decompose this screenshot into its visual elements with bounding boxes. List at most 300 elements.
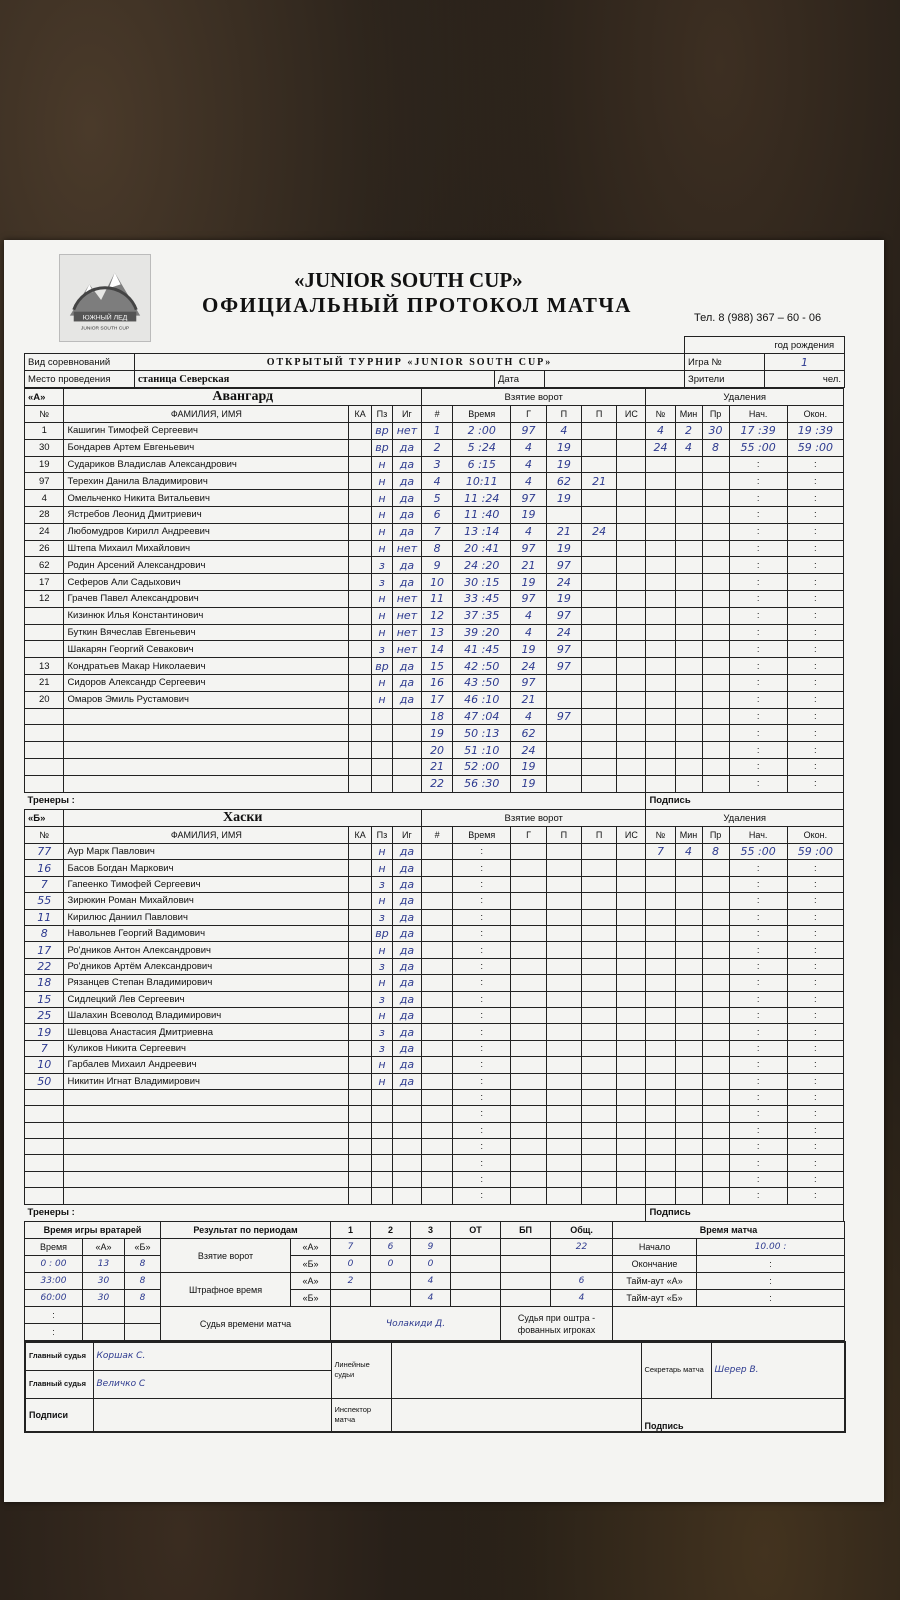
goal-assist-1	[546, 991, 581, 1007]
pim-row-label: Штрафное время	[161, 1273, 291, 1307]
penalty-end: :	[787, 1139, 843, 1155]
goal-assist-2	[582, 991, 617, 1007]
player-position: з	[372, 876, 393, 892]
goal-assist-1	[546, 1040, 581, 1056]
goal-number	[421, 844, 452, 860]
player-number: 19	[25, 456, 64, 473]
period-1-header: 1	[331, 1222, 371, 1239]
goal-time: 2 :00	[453, 423, 511, 440]
player-number: 30	[25, 439, 64, 456]
goal-time: 5 :24	[453, 439, 511, 456]
player-played: да	[392, 893, 421, 909]
goal-scorer: 21	[511, 557, 546, 574]
player-ka	[349, 674, 372, 691]
penalty-end: :	[787, 658, 843, 675]
gk-row-time: 33:00	[25, 1273, 83, 1290]
goal-assist-2	[582, 658, 617, 675]
goals-b-label: «Б»	[291, 1256, 331, 1273]
player-position: н	[372, 844, 393, 860]
player-ka	[349, 1024, 372, 1040]
col-ka: КА	[349, 406, 372, 423]
team-b-row	[25, 991, 844, 1007]
penalty-end: 19 :39	[787, 423, 843, 440]
player-position	[372, 1171, 393, 1187]
player-played: да	[392, 439, 421, 456]
penalty-player	[646, 925, 675, 941]
player-name: Кашигин Тимофей Сергеевич	[64, 423, 349, 440]
penalty-player	[646, 909, 675, 925]
goal-situation	[617, 506, 646, 523]
goal-situation	[617, 725, 646, 742]
penalty-reason	[702, 1188, 729, 1204]
penalty-minutes	[675, 1089, 702, 1105]
svg-text:JUNIOR SOUTH CUP: JUNIOR SOUTH CUP	[80, 326, 130, 332]
goal-situation	[617, 991, 646, 1007]
goal-time: :	[453, 1089, 511, 1105]
penalty-minutes	[675, 607, 702, 624]
main-judge-1: Коршак С.	[93, 1342, 331, 1370]
player-number: 15	[25, 991, 64, 1007]
goal-scorer: 24	[511, 658, 546, 675]
penalty-end: :	[787, 758, 843, 775]
player-number: 28	[25, 506, 64, 523]
match-protocol-sheet	[4, 240, 884, 1502]
team-a-row	[25, 574, 844, 591]
penalty-end: 59 :00	[787, 439, 843, 456]
penalty-minutes	[675, 1188, 702, 1204]
goal-assist-1	[546, 1007, 581, 1023]
player-played: да	[392, 1007, 421, 1023]
goal-assist-1	[546, 1089, 581, 1105]
penalty-minutes	[675, 975, 702, 991]
col-end: Окон.	[787, 827, 843, 844]
player-played: да	[392, 1040, 421, 1056]
goal-assist-1	[546, 1106, 581, 1122]
goal-time: 24 :20	[453, 557, 511, 574]
team-b-row	[25, 1007, 844, 1023]
place-label: Место проведения	[25, 371, 135, 388]
player-ka	[349, 456, 372, 473]
goals-a-label: «А»	[291, 1239, 331, 1256]
penalty-start: :	[729, 590, 787, 607]
ot-header: ОТ	[451, 1222, 501, 1239]
protocol-form	[24, 336, 844, 1433]
team-a-row	[25, 658, 844, 675]
penalty-minutes	[675, 1155, 702, 1171]
player-number: 16	[25, 860, 64, 876]
goal-situation	[617, 925, 646, 941]
pim-b-total: 4	[551, 1290, 613, 1307]
goal-scorer	[511, 844, 546, 860]
penalty-end: :	[787, 1106, 843, 1122]
player-number: 17	[25, 942, 64, 958]
gk-time-label: Время игры вратарей	[25, 1222, 161, 1239]
penalty-player	[646, 775, 675, 792]
penalty-end: :	[787, 958, 843, 974]
player-name: Рязанцев Степан Владимирович	[64, 975, 349, 991]
player-position: вр	[372, 439, 393, 456]
player-name	[64, 1139, 349, 1155]
penalty-start: :	[729, 975, 787, 991]
gk-row-b: 8	[125, 1290, 161, 1307]
penalty-reason	[702, 1007, 729, 1023]
team-b-row	[25, 909, 844, 925]
player-name	[64, 1089, 349, 1105]
penalty-minutes	[675, 1057, 702, 1073]
penalty-reason	[702, 758, 729, 775]
goal-assist-2	[582, 674, 617, 691]
penalty-minutes	[675, 1139, 702, 1155]
team-a-row	[25, 456, 844, 473]
team-a-row	[25, 490, 844, 507]
pim-a-total: 6	[551, 1273, 613, 1290]
goal-assist-1	[546, 1139, 581, 1155]
player-number: 50	[25, 1073, 64, 1089]
goal-number: 12	[421, 607, 452, 624]
penalty-end: :	[787, 1188, 843, 1204]
timeout-a-value: :	[697, 1273, 845, 1290]
player-played	[392, 708, 421, 725]
team-a-row	[25, 506, 844, 523]
player-position	[372, 775, 393, 792]
game-value: 1	[765, 354, 845, 371]
goal-situation	[617, 1057, 646, 1073]
player-ka	[349, 958, 372, 974]
goal-time: 46 :10	[453, 691, 511, 708]
penalty-reason: 8	[702, 844, 729, 860]
penalty-minutes	[675, 893, 702, 909]
goal-time: :	[453, 844, 511, 860]
goal-number	[421, 860, 452, 876]
player-name: Сеферов Али Садыхович	[64, 574, 349, 591]
goal-number: 19	[421, 725, 452, 742]
team-b-row	[25, 1171, 844, 1187]
player-played	[392, 1155, 421, 1171]
player-name	[64, 1106, 349, 1122]
team-a-row	[25, 691, 844, 708]
penalty-minutes	[675, 691, 702, 708]
penalty-start: :	[729, 607, 787, 624]
player-played	[392, 1171, 421, 1187]
player-ka	[349, 574, 372, 591]
penalty-minutes	[675, 708, 702, 725]
goal-number	[421, 975, 452, 991]
penalty-player	[646, 674, 675, 691]
team-a-row	[25, 423, 844, 440]
goal-situation	[617, 1089, 646, 1105]
penalty-end: :	[787, 775, 843, 792]
player-played: да	[392, 658, 421, 675]
player-number	[25, 1089, 64, 1105]
team-b-row	[25, 1106, 844, 1122]
team-a-row	[25, 607, 844, 624]
penalty-reason	[702, 893, 729, 909]
player-played: нет	[392, 540, 421, 557]
goals-row-label: Взятие ворот	[161, 1239, 291, 1273]
penalty-minutes	[675, 624, 702, 641]
penalty-start: :	[729, 725, 787, 742]
phone-number: Тел. 8 (988) 367 – 60 - 06	[694, 312, 822, 324]
player-name	[64, 1155, 349, 1171]
goal-situation	[617, 1007, 646, 1023]
goal-time: 43 :50	[453, 674, 511, 691]
team-a-row	[25, 473, 844, 490]
penalty-player	[646, 1040, 675, 1056]
goal-assist-1: 97	[546, 641, 581, 658]
player-ka	[349, 658, 372, 675]
goal-time: 39 :20	[453, 624, 511, 641]
penalty-end: :	[787, 876, 843, 892]
penalty-start: :	[729, 490, 787, 507]
player-ka	[349, 1057, 372, 1073]
player-name	[64, 1188, 349, 1204]
protocol-title-line2: ОФИЦИАЛЬНЫЙ ПРОТОКОЛ МАТЧА	[202, 293, 632, 317]
player-number: 21	[25, 674, 64, 691]
penalty-end: :	[787, 860, 843, 876]
goal-scorer: 19	[511, 506, 546, 523]
shootout-judge-label: Судья при оштра - фованных игроках	[501, 1307, 613, 1341]
goal-time: 6 :15	[453, 456, 511, 473]
player-ka	[349, 439, 372, 456]
penalty-end: :	[787, 708, 843, 725]
goal-number: 9	[421, 557, 452, 574]
penalty-end: :	[787, 1122, 843, 1138]
penalty-start: :	[729, 991, 787, 1007]
goal-situation	[617, 1040, 646, 1056]
penalty-start: :	[729, 506, 787, 523]
player-ka	[349, 590, 372, 607]
goal-assist-1	[546, 893, 581, 909]
col-p1: П	[546, 406, 581, 423]
team-a-table	[24, 388, 844, 809]
spectators-unit: чел.	[765, 371, 845, 388]
team-a-row	[25, 674, 844, 691]
penalty-start: :	[729, 540, 787, 557]
penalty-player	[646, 1122, 675, 1138]
penalty-end: :	[787, 942, 843, 958]
player-played: нет	[392, 423, 421, 440]
goal-assist-2: 21	[582, 473, 617, 490]
player-ka	[349, 473, 372, 490]
player-name: Зирюкин Роман Михайлович	[64, 893, 349, 909]
player-played: нет	[392, 607, 421, 624]
penalty-start: :	[729, 758, 787, 775]
penalty-end: :	[787, 909, 843, 925]
line-judges-label: Линейные судьи	[331, 1342, 391, 1398]
goal-scorer: 19	[511, 641, 546, 658]
goal-assist-2	[582, 1155, 617, 1171]
player-position: з	[372, 557, 393, 574]
penalty-reason	[702, 860, 729, 876]
player-name: Ястребов Леонид Дмитриевич	[64, 506, 349, 523]
player-played	[392, 1188, 421, 1204]
penalty-start: :	[729, 1106, 787, 1122]
penalty-reason	[702, 1139, 729, 1155]
team-b-row	[25, 942, 844, 958]
goal-time: 37 :35	[453, 607, 511, 624]
team-a-row	[25, 725, 844, 742]
goal-assist-1: 62	[546, 473, 581, 490]
player-played: да	[392, 473, 421, 490]
penalty-reason	[702, 1089, 729, 1105]
col-pen-no: №	[646, 406, 675, 423]
goal-scorer	[511, 860, 546, 876]
team-b-row	[25, 1155, 844, 1171]
player-played: да	[392, 991, 421, 1007]
penalty-start: :	[729, 1073, 787, 1089]
player-played: да	[392, 523, 421, 540]
goal-assist-2: 24	[582, 523, 617, 540]
goal-assist-2	[582, 490, 617, 507]
penalty-reason	[702, 725, 729, 742]
team-a-row	[25, 540, 844, 557]
team-a-penalties-header: Удаления	[646, 389, 844, 406]
penalty-player	[646, 1089, 675, 1105]
goal-time: :	[453, 1171, 511, 1187]
player-name: Гарбалев Михаил Андреевич	[64, 1057, 349, 1073]
goal-time: 10:11	[453, 473, 511, 490]
penalty-end: :	[787, 1171, 843, 1187]
player-name: Штепа Михаил Михайлович	[64, 540, 349, 557]
player-position: н	[372, 975, 393, 991]
goal-situation	[617, 691, 646, 708]
penalty-player: 4	[646, 423, 675, 440]
penalty-end: :	[787, 975, 843, 991]
goal-number	[421, 1155, 452, 1171]
goal-situation	[617, 958, 646, 974]
penalty-reason	[702, 674, 729, 691]
goal-time: 47 :04	[453, 708, 511, 725]
penalty-reason	[702, 775, 729, 792]
goal-assist-2	[582, 1122, 617, 1138]
team-a-row	[25, 523, 844, 540]
penalty-minutes	[675, 991, 702, 1007]
player-played: нет	[392, 624, 421, 641]
goal-number	[421, 991, 452, 1007]
team-b-row	[25, 876, 844, 892]
team-b-row	[25, 893, 844, 909]
goal-situation	[617, 758, 646, 775]
player-number: 19	[25, 1024, 64, 1040]
penalty-start: :	[729, 641, 787, 658]
penalty-minutes	[675, 674, 702, 691]
player-position: н	[372, 893, 393, 909]
goal-assist-2	[582, 1057, 617, 1073]
date-label: Дата	[495, 371, 545, 388]
penalty-start: :	[729, 658, 787, 675]
goal-time: :	[453, 958, 511, 974]
player-played	[392, 1122, 421, 1138]
goal-situation	[617, 844, 646, 860]
pim-b-p1	[331, 1290, 371, 1307]
penalty-player	[646, 758, 675, 775]
col-g: Г	[511, 827, 546, 844]
player-ka	[349, 844, 372, 860]
penalty-minutes	[675, 1024, 702, 1040]
goals-b-total	[551, 1256, 613, 1273]
player-number	[25, 641, 64, 658]
penalty-player	[646, 691, 675, 708]
penalty-end: 59 :00	[787, 844, 843, 860]
team-b-row	[25, 925, 844, 941]
goal-number	[421, 1073, 452, 1089]
player-number	[25, 1122, 64, 1138]
penalty-minutes	[675, 1106, 702, 1122]
main-judge-label-2: Главный судья	[25, 1370, 93, 1398]
player-number	[25, 742, 64, 759]
goal-number: 7	[421, 523, 452, 540]
goal-scorer	[511, 1171, 546, 1187]
penalty-end: :	[787, 1057, 843, 1073]
penalty-player: 7	[646, 844, 675, 860]
penalty-minutes	[675, 641, 702, 658]
player-played	[392, 775, 421, 792]
col-name: ФАМИЛИЯ, ИМЯ	[64, 827, 349, 844]
penalty-end: :	[787, 641, 843, 658]
penalty-reason	[702, 909, 729, 925]
penalty-end: :	[787, 725, 843, 742]
goal-scorer	[511, 1007, 546, 1023]
player-played: да	[392, 674, 421, 691]
goal-time: 30 :15	[453, 574, 511, 591]
goal-time: :	[453, 1155, 511, 1171]
team-a-row	[25, 557, 844, 574]
goal-assist-2	[582, 439, 617, 456]
penalty-start: :	[729, 1139, 787, 1155]
player-name: Кондратьев Макар Николаевич	[64, 658, 349, 675]
col-end: Окон.	[787, 406, 843, 423]
goal-assist-1	[546, 876, 581, 892]
gk-row-a: 30	[83, 1290, 125, 1307]
gk-b-col: «Б»	[125, 1239, 161, 1256]
goal-scorer: 4	[511, 607, 546, 624]
pim-b-bp	[501, 1290, 551, 1307]
player-number	[25, 1188, 64, 1204]
goal-scorer: 4	[511, 624, 546, 641]
player-number	[25, 1155, 64, 1171]
goal-scorer	[511, 1106, 546, 1122]
penalty-player	[646, 523, 675, 540]
player-ka	[349, 691, 372, 708]
penalty-start: :	[729, 1007, 787, 1023]
goal-assist-2	[582, 1089, 617, 1105]
team-b-row	[25, 860, 844, 876]
goal-assist-2	[582, 423, 617, 440]
col-time: Время	[453, 827, 511, 844]
player-number: 7	[25, 876, 64, 892]
player-ka	[349, 925, 372, 941]
pim-b-label: «Б»	[291, 1290, 331, 1307]
goal-assist-1: 19	[546, 490, 581, 507]
goal-scorer: 4	[511, 708, 546, 725]
goal-number	[421, 1089, 452, 1105]
penalty-player	[646, 1007, 675, 1023]
penalty-reason: 8	[702, 439, 729, 456]
goal-situation	[617, 708, 646, 725]
player-ka	[349, 775, 372, 792]
goals-b-ot	[451, 1256, 501, 1273]
penalty-reason	[702, 742, 729, 759]
player-position: н	[372, 523, 393, 540]
player-played	[392, 742, 421, 759]
col-min: Мин	[675, 827, 702, 844]
goal-situation	[617, 1073, 646, 1089]
goal-scorer: 21	[511, 691, 546, 708]
player-position: н	[372, 860, 393, 876]
goal-assist-2	[582, 540, 617, 557]
goal-assist-2	[582, 641, 617, 658]
penalty-end: :	[787, 925, 843, 941]
